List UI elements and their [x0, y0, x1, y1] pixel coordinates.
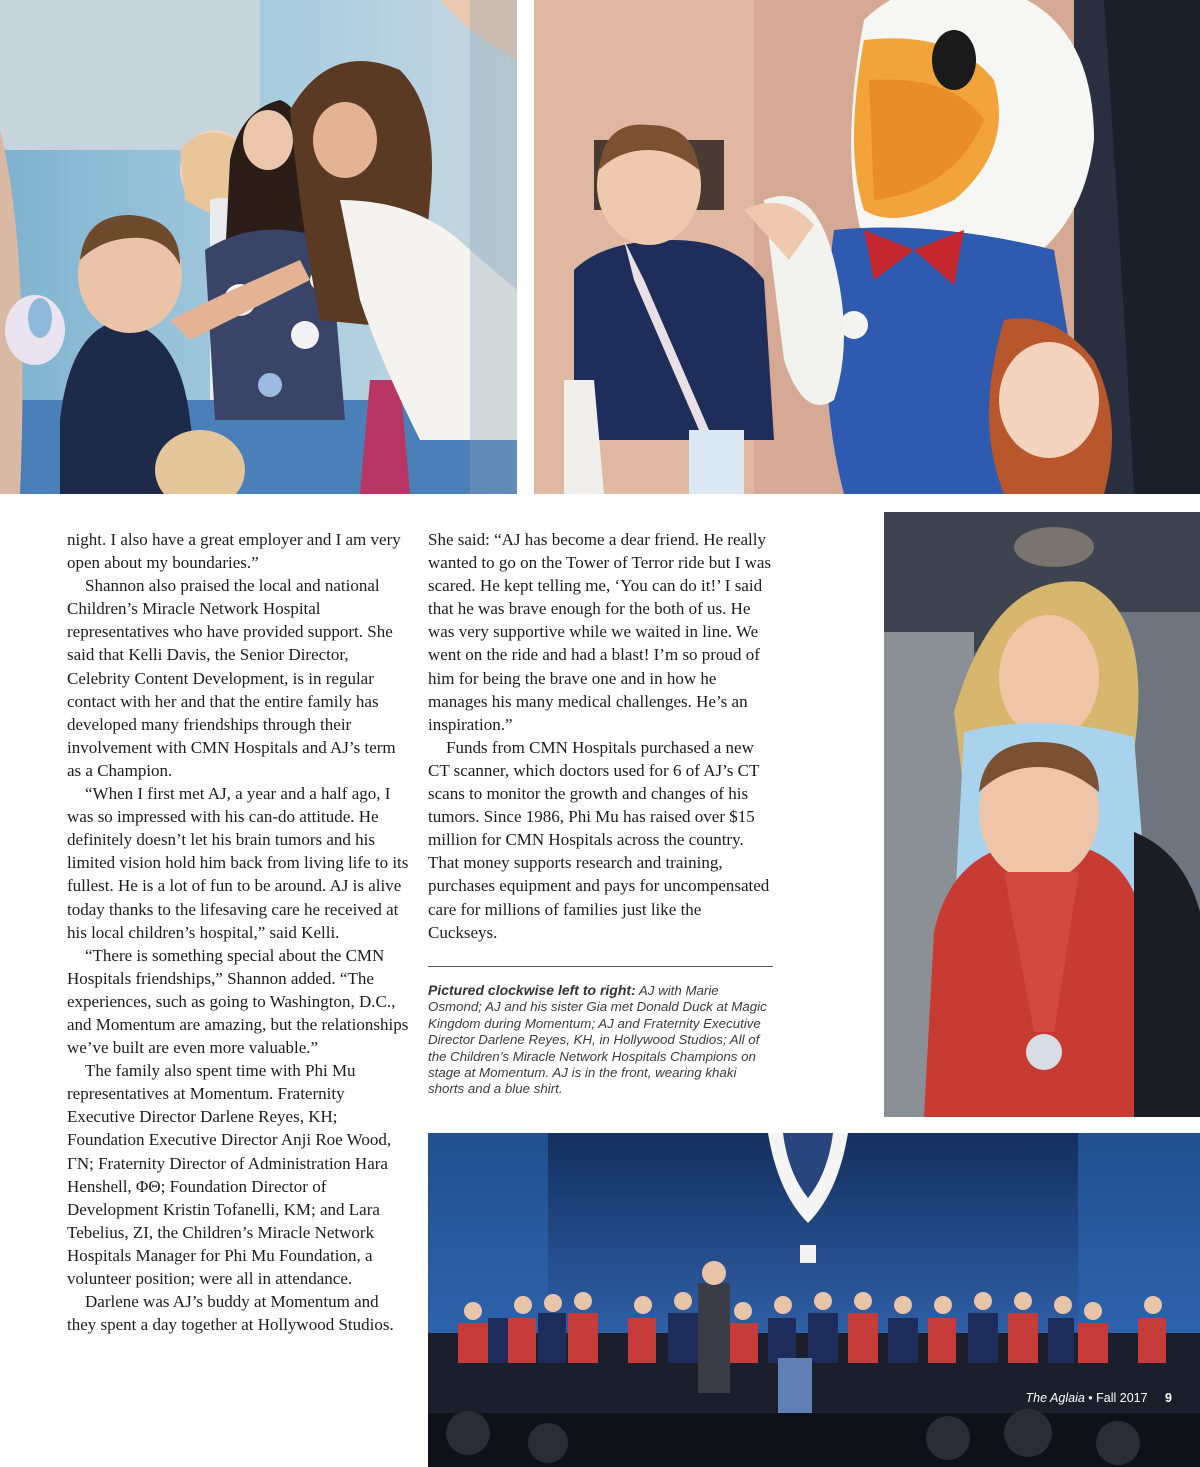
paragraph: Shannon also praised the local and national Children’s Miracle Network Hospital representatives who have provided support. She said that Kelli Davis, the Senior Director, Celebrity Content Development, is in regular contact with her and that the entire family has developed many friendships through their involvement with CMN Hospitals and AJ’s term as a Champion. [67, 576, 396, 780]
photo-aj-marie-osmond [0, 0, 517, 494]
page-number: 9 [1165, 1391, 1172, 1405]
caption-lead: Pictured clockwise left to right: [428, 982, 636, 998]
magazine-name: The Aglaia [1025, 1391, 1085, 1405]
issue-date: Fall 2017 [1096, 1391, 1148, 1405]
article-column-1 [67, 528, 412, 1336]
caption-text: AJ with Marie Osmond; AJ and his sister Gia met Donald Duck at Magic Kingdom during Momentum; AJ and Fraternity Executive Director Darlene Reyes, KH, in Hollywood Studios; All of the Children’s Miracle Network Hospitals Champions on stage at Momentum. AJ is in the front, wearing khaki shorts and a blue shirt. [428, 983, 767, 1097]
photo-champions-stage [428, 1133, 1200, 1467]
paragraph: “There is something special about the CMN Hospitals friendships,” Shannon added. “The experiences, such as going to Washington, D.C., and Momentum are amazing, but the relationships we’ve built are even more valuable.” [67, 945, 409, 1058]
paragraph: “When I first met AJ, a year and a half ago, I was so impressed with his can-do attitude. He definitely doesn’t let his brain tumors and his limited vision hold him back from living life to its fullest. He is a lot of fun to be around. AJ is alive today thanks to the lifesaving care he received at his local children’s hospital,” said Kelli. [67, 784, 409, 942]
paragraph: The family also spent time with Phi Mu representatives at Momentum. Fraternity Executive Director Darlene Reyes, KH; Foundation Executive Director Anji Roe Wood, ΓN; Fraternity Director of Administration Hara Henshell, ΦΘ; Foundation Director of Development Kristin Tofanelli, KM; and Lara Tebelius, ZI, the Children’s Miracle Network Hospitals Manager for Phi Mu Foundation, a volunteer position; were all in attendance. [67, 1061, 392, 1288]
photo-caption [428, 982, 773, 1098]
paragraph: She said: “AJ has become a dear friend. He really wanted to go on the Tower of Terror ride but I was scared. He kept telling me, ‘You can do it!’ I said that he was brave enough for the both of us. He was very supportive while we waited in line. We went on the ride and had a blast! I’m so proud of him for being the brave one and in how he manages his many medical challenges. He’s an inspiration.” [428, 530, 772, 734]
paragraph: Darlene was AJ’s buddy at Momentum and they spent a day together at Hollywood Studios. [67, 1292, 394, 1335]
caption-divider [428, 966, 773, 967]
photo-aj-gia-donald-duck [534, 0, 1200, 494]
paragraph: Funds from CMN Hospitals purchased a new CT scanner, which doctors used for 6 of AJ’s CT scans to monitor the growth and changes of his tumors. Since 1986, Phi Mu has raised over $15 million for CMN Hospitals across the country. That money supports research and training, purchases equipment and pays for uncompensated care for millions of families just like the Cuckseys. [428, 737, 770, 942]
page-footer: The Aglaia • Fall 2017 9 [1025, 1391, 1172, 1405]
paragraph: night. I also have a great employer and I am very open about my boundaries.” [67, 530, 401, 573]
photo-aj-darlene-reyes [884, 512, 1200, 1117]
article-column-2 [428, 528, 773, 944]
